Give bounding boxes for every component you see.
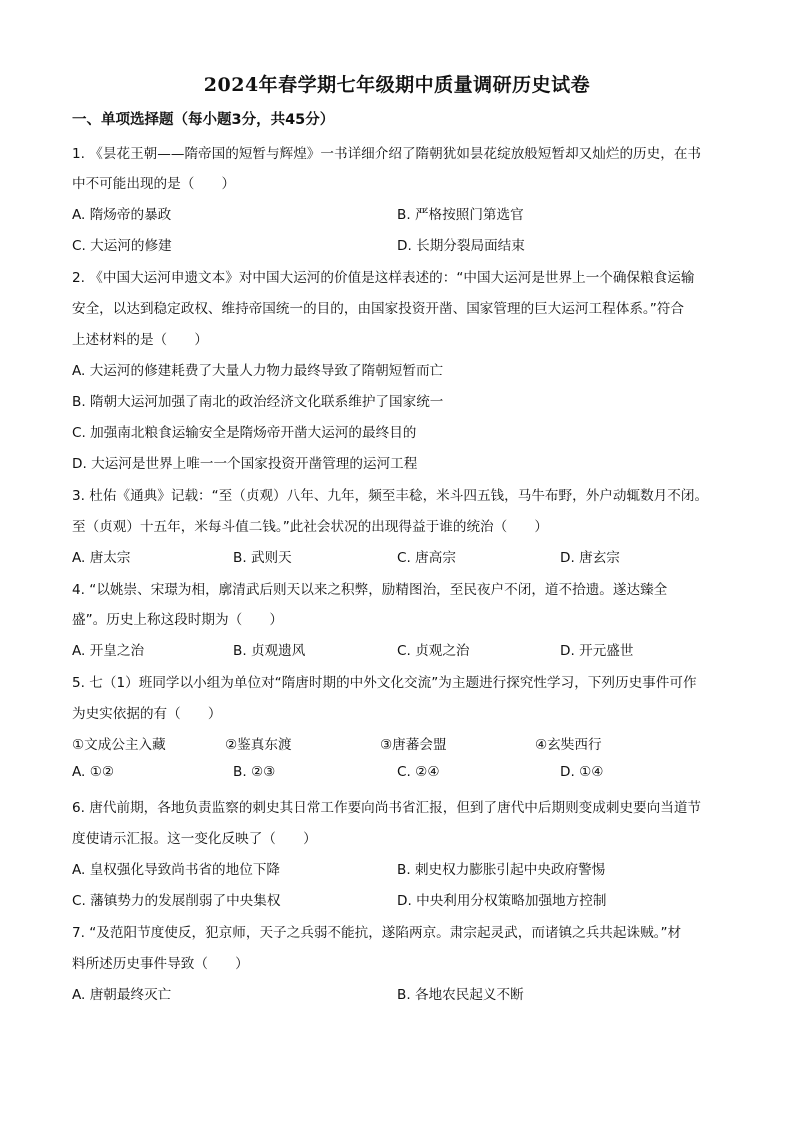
question-5-option-d[interactable]: D. ①④ <box>560 764 604 780</box>
question-5-item-4: ④玄奘西行 <box>535 737 602 753</box>
question-6-option-b[interactable]: B. 刺史权力膨胀引起中央政府警惕 <box>397 862 606 878</box>
question-2-line-1: 2. 《中国大运河申遗文本》对中国大运河的价值是这样表述的：“中国大运河是世界上一个确保粮食运输 <box>72 270 695 286</box>
question-3-line-1: 3. 杜佑《通典》记载：“至（贞观）八年、九年，频至丰稔，米斗四五钱，马牛布野，外户动辄数月不闭。 <box>72 488 709 504</box>
question-4-option-b[interactable]: B. 贞观遗风 <box>233 643 306 659</box>
question-1-line-2: 中不可能出现的是（ ） <box>72 176 236 192</box>
question-4-option-a[interactable]: A. 开皇之治 <box>72 643 145 659</box>
question-5-option-b[interactable]: B. ②③ <box>233 764 276 780</box>
question-5-item-3: ③唐蕃会盟 <box>380 737 447 753</box>
question-2-option-c[interactable]: C. 加强南北粮食运输安全是隋炀帝开凿大运河的最终目的 <box>72 425 417 441</box>
question-5-option-a[interactable]: A. ①② <box>72 764 115 780</box>
question-5-option-c[interactable]: C. ②④ <box>397 764 440 780</box>
question-7-line-2: 料所述历史事件导致（ ） <box>72 956 249 972</box>
question-2-line-2: 安全，以达到稳定政权、维持帝国统一的目的，由国家投资开凿、国家管理的巨大运河工程体系。”符合 <box>72 301 684 317</box>
question-1-option-c[interactable]: C. 大运河的修建 <box>72 238 172 254</box>
question-7-option-b[interactable]: B. 各地农民起义不断 <box>397 987 524 1003</box>
question-1-option-b[interactable]: B. 严格按照门第选官 <box>397 207 524 223</box>
question-3-option-b[interactable]: B. 武则天 <box>233 550 292 566</box>
question-3-option-a[interactable]: A. 唐太宗 <box>72 550 131 566</box>
question-7-option-a[interactable]: A. 唐朝最终灭亡 <box>72 987 172 1003</box>
question-6-option-d[interactable]: D. 中央利用分权策略加强地方控制 <box>397 893 607 909</box>
question-3-line-2: 至（贞观）十五年，米每斗值二钱。”此社会状况的出现得益于谁的统治（ ） <box>72 519 549 535</box>
question-6-option-a[interactable]: A. 皇权强化导致尚书省的地位下降 <box>72 862 281 878</box>
question-4-line-1: 4. “以姚崇、宋璟为相，廓清武后则天以来之积弊，励精图治，至民夜户不闭，道不拾遗。遂达臻全 <box>72 582 668 598</box>
exam-title: 2024年春学期七年级期中质量调研历史试卷 <box>203 74 591 96</box>
question-2-option-b[interactable]: B. 隋朝大运河加强了南北的政治经济文化联系维护了国家统一 <box>72 394 444 410</box>
question-2-option-a[interactable]: A. 大运河的修建耗费了大量人力物力最终导致了隋朝短暂而亡 <box>72 363 444 379</box>
question-5-line-2: 为史实依据的有（ ） <box>72 706 222 722</box>
question-4-line-2: 盛”。历史上称这段时期为（ ） <box>72 612 283 628</box>
question-5-item-1: ①文成公主入藏 <box>72 737 166 753</box>
question-5-item-2: ②鉴真东渡 <box>225 737 292 753</box>
question-1-option-d[interactable]: D. 长期分裂局面结束 <box>397 238 525 254</box>
question-1-line-1: 1. 《昙花王朝——隋帝国的短暂与辉煌》一书详细介绍了隋朝犹如昙花绽放般短暂却又灿烂的历史，在书 <box>72 146 702 162</box>
question-6-line-1: 6. 唐代前期，各地负责监察的刺史其日常工作要向尚书省汇报，但到了唐代中后期则变成刺史要向当道节 <box>72 800 702 816</box>
question-1-option-a[interactable]: A. 隋炀帝的暴政 <box>72 207 172 223</box>
question-3-option-c[interactable]: C. 唐高宗 <box>397 550 456 566</box>
question-3-option-d[interactable]: D. 唐玄宗 <box>560 550 620 566</box>
question-7-line-1: 7. “及范阳节度使反，犯京师，天子之兵弱不能抗，遂陷两京。肃宗起灵武，而诸镇之兵共起诛贼。”材 <box>72 925 682 941</box>
question-2-option-d[interactable]: D. 大运河是世界上唯一一个国家投资开凿管理的运河工程 <box>72 456 418 472</box>
question-6-line-2: 度使请示汇报。这一变化反映了（ ） <box>72 831 317 847</box>
question-2-line-3: 上述材料的是（ ） <box>72 332 208 348</box>
question-5-line-1: 5. 七（1）班同学以小组为单位对“隋唐时期的中外文化交流”为主题进行探究性学习，下列历史事件可作 <box>72 675 697 691</box>
section-heading: 一、单项选择题（每小题3分，共45分） <box>72 112 335 128</box>
question-4-option-c[interactable]: C. 贞观之治 <box>397 643 470 659</box>
question-6-option-c[interactable]: C. 藩镇势力的发展削弱了中央集权 <box>72 893 281 909</box>
question-4-option-d[interactable]: D. 开元盛世 <box>560 643 634 659</box>
